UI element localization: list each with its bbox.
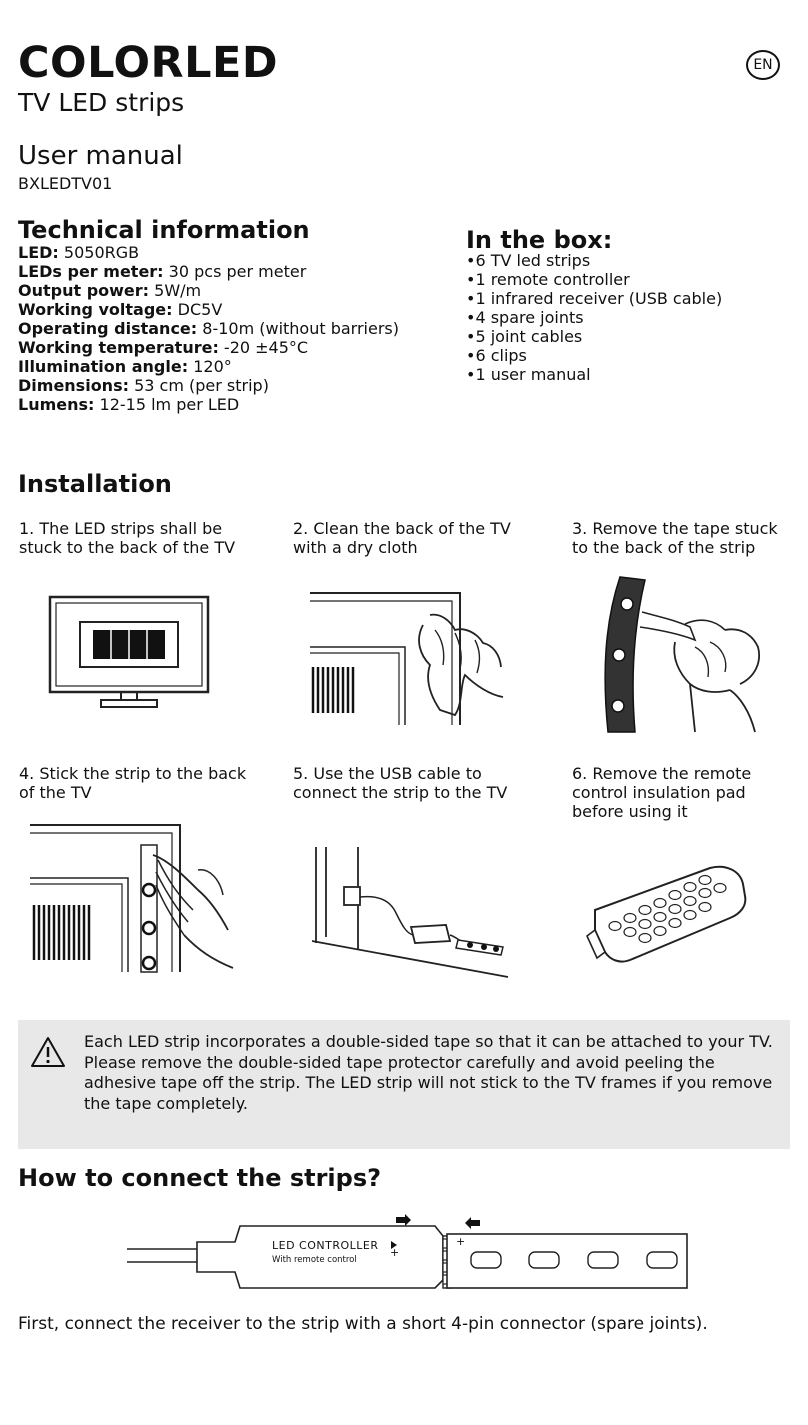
box-item: • 6 clips — [466, 346, 722, 365]
spec-row — [18, 338, 399, 357]
note-paragraph-2: Please remove the double-sided tape protector carefully and avoid peeling the adhesive tape off the strip. The LED strip will not stick to the TV frames if you remove the tape completely. — [84, 1052, 773, 1113]
product-subtitle: TV LED strips — [18, 88, 185, 117]
connect-instruction: First, connect the receiver to the strip with a short 4-pin connector (spare joints). — [18, 1314, 708, 1334]
spec-value: 8-10m (without barriers) — [197, 319, 399, 338]
install-step-4-text: 4. Stick the strip to the back of the TV — [19, 764, 247, 802]
spec-label: Dimensions: — [18, 376, 129, 395]
controller-sublabel: With remote control — [272, 1255, 357, 1265]
spec-value: -20 ±45°C — [218, 338, 309, 357]
warning-icon — [30, 1036, 66, 1068]
spec-row — [18, 395, 399, 414]
install-step-5-text: 5. Use the USB cable to connect the strip to the TV — [293, 764, 508, 802]
spec-value: 53 cm (per strip) — [129, 376, 269, 395]
controller-label: LED CONTROLLER — [272, 1239, 379, 1252]
spec-value: 5W/m — [149, 281, 202, 300]
spec-label: LED: — [18, 243, 59, 262]
usb-cable-illustration — [308, 845, 513, 980]
install-step-2-text: 2. Clean the back of the TV with a dry cloth — [293, 519, 511, 557]
box-item: • 6 TV led strips — [466, 251, 722, 270]
spec-row — [18, 300, 399, 319]
box-item: • 1 remote controller — [466, 270, 722, 289]
install-step-3-text: 3. Remove the tape stuck to the back of the strip — [572, 519, 778, 557]
controller-strip-diagram — [125, 1212, 695, 1294]
spec-value: DC5V — [172, 300, 223, 319]
model-number: BXLEDTV01 — [18, 174, 113, 193]
controller-plus-label: + — [390, 1246, 400, 1259]
spec-label: LEDs per meter: — [18, 262, 164, 281]
remote-control-illustration — [585, 860, 750, 970]
spec-label: Operating distance: — [18, 319, 198, 338]
spec-row — [18, 319, 399, 338]
arrow-left-icon — [465, 1217, 480, 1229]
spec-row — [18, 281, 399, 300]
spec-row — [18, 243, 399, 262]
spec-label: Output power: — [18, 281, 150, 300]
spec-value: 120° — [188, 357, 232, 376]
strip-plus-label: + — [456, 1235, 466, 1248]
spec-label: Illumination angle: — [18, 357, 189, 376]
box-item: • 1 user manual — [466, 365, 722, 384]
manual-title: User manual — [18, 141, 183, 171]
spec-label: Working temperature: — [18, 338, 219, 357]
install-step-6-text: 6. Remove the remote control insulation pad before using it — [572, 764, 752, 821]
spec-value: 30 pcs per meter — [163, 262, 307, 281]
tv-with-strips-illustration — [45, 592, 215, 712]
spec-row — [18, 262, 399, 281]
cleaning-cloth-illustration — [305, 585, 510, 730]
spec-label: Lumens: — [18, 395, 95, 414]
connect-heading: How to connect the strips? — [18, 1164, 382, 1192]
box-item: • 4 spare joints — [466, 308, 722, 327]
spec-label: Working voltage: — [18, 300, 173, 319]
brand-title: COLORLED — [18, 38, 279, 88]
spec-value: 12-15 lm per LED — [94, 395, 240, 414]
spec-row — [18, 357, 399, 376]
box-item: • 5 joint cables — [466, 327, 722, 346]
installation-heading: Installation — [18, 470, 172, 498]
install-step-1-text: 1. The LED strips shall be stuck to the back of the TV — [19, 519, 236, 557]
technical-info-list — [18, 243, 399, 414]
language-badge: EN — [746, 50, 780, 80]
spec-value: 5050RGB — [58, 243, 140, 262]
technical-info-heading: Technical information — [18, 216, 310, 244]
arrow-right-icon — [396, 1214, 411, 1226]
warning-note-text — [84, 1032, 774, 1114]
spec-row — [18, 376, 399, 395]
stick-strip-illustration — [28, 820, 238, 975]
in-the-box-list — [466, 251, 722, 384]
note-paragraph-1: Each LED strip incorporates a double-sided tape so that it can be attached to your TV. — [84, 1032, 773, 1051]
box-item: • 1 infrared receiver (USB cable) — [466, 289, 722, 308]
in-the-box-heading: In the box: — [466, 226, 613, 254]
remove-tape-illustration — [590, 572, 775, 740]
